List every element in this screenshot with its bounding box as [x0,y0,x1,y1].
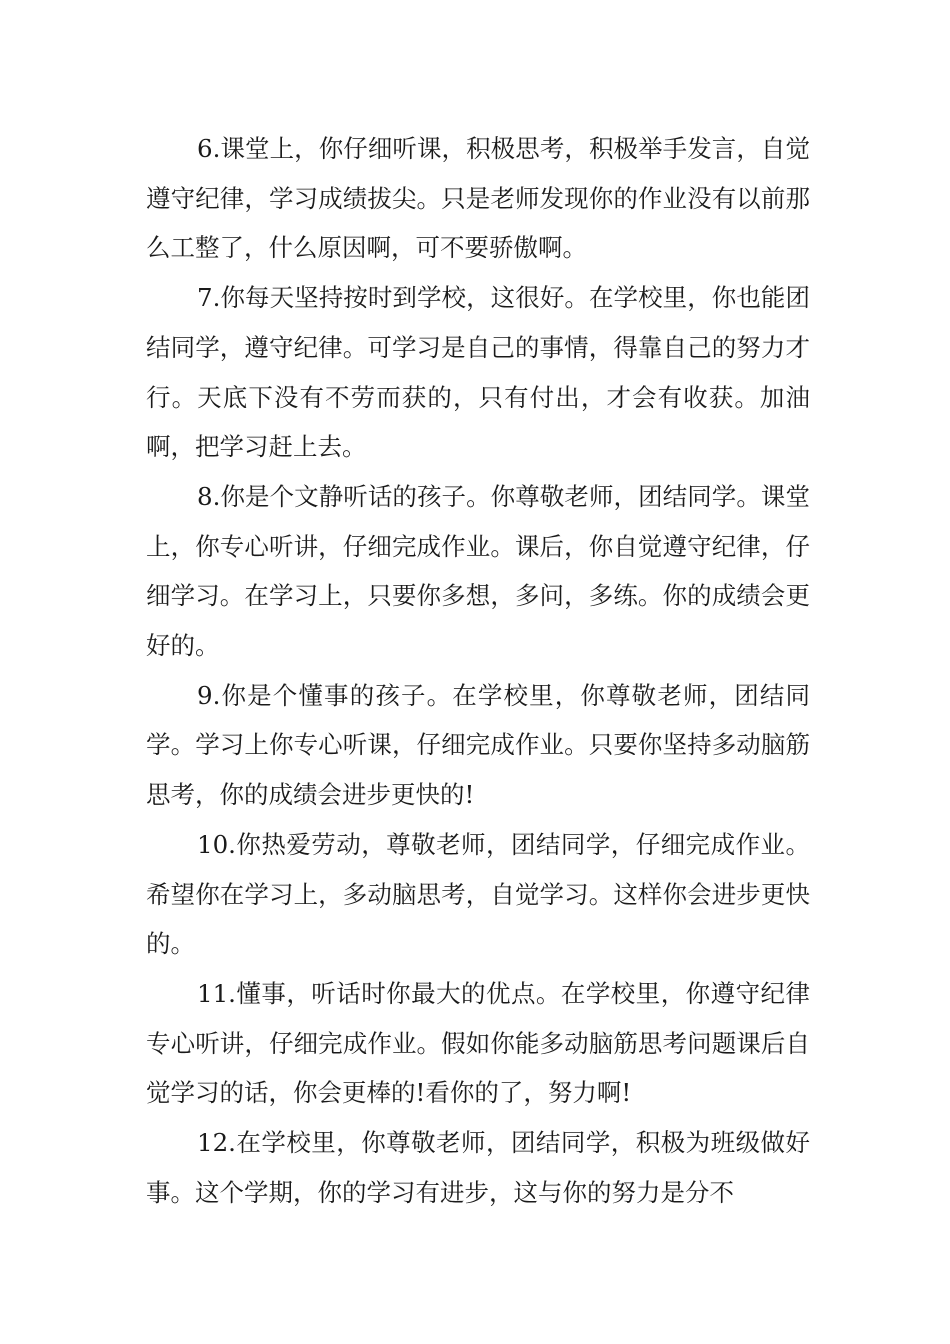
paragraph-6: 6.课堂上，你仔细听课，积极思考，积极举手发言，自觉遵守纪律，学习成绩拔尖。只是老师发现你的作业没有以前那么工整了，什么原因啊，可不要骄傲啊。 [146,134,810,263]
paragraph-7: 7.你每天坚持按时到学校，这很好。在学校里，你也能团结同学，遵守纪律。可学习是自己的事情，得靠自己的努力才行。天底下没有不劳而获的，只有付出，才会有收获。加油啊，把学习赶上去。 [146,283,810,462]
paragraph-12: 12.在学校里，你尊敬老师，团结同学，积极为班级做好事。这个学期，你的学习有进步，这与你的努力是分不 [146,1128,810,1207]
document-body [146,124,810,1217]
paragraph-8: 8.你是个文静听话的孩子。你尊敬老师，团结同学。课堂上，你专心听讲，仔细完成作业。课后，你自觉遵守纪律，仔细学习。在学习上，只要你多想，多问，多练。你的成绩会更好的。 [146,481,810,661]
paragraph-10: 10.你热爱劳动，尊敬老师，团结同学，仔细完成作业。希望你在学习上，多动脑思考，自觉学习。这样你会进步更快的。 [146,829,810,959]
paragraph-9: 9.你是个懂事的孩子。在学校里，你尊敬老师，团结同学。学习上你专心听课，仔细完成作业。只要你坚持多动脑筋思考，你的成绩会进步更快的! [146,680,810,810]
paragraph-11: 11.懂事，听话时你最大的优点。在学校里，你遵守纪律专心听讲，仔细完成作业。假如你能多动脑筋思考问题课后自觉学习的话，你会更棒的!看你的了，努力啊! [146,978,810,1108]
